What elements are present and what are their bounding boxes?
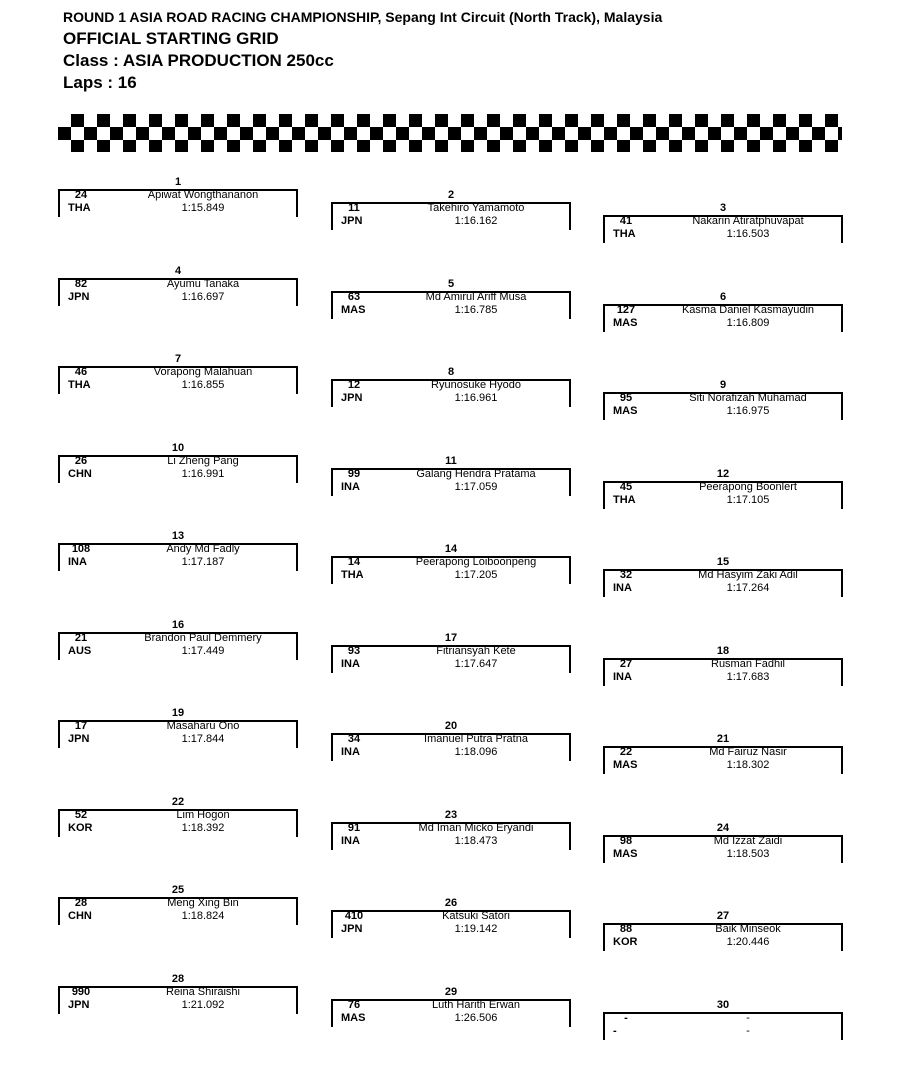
rider-name: Fitriansyah Kete [436,645,516,657]
rider-name: Peerapong Boonlert [699,481,797,493]
rider-nationality: JPN [68,733,90,745]
rider-nationality: THA [613,494,636,506]
rider-nationality: INA [341,481,360,493]
grid-slot-frame [58,809,298,837]
grid-slot-frame [331,999,571,1027]
rider-number: 990 [71,986,91,998]
rider-name: Reina Shiraishi [166,986,240,998]
rider-name: Apiwat Wongthananon [147,189,259,201]
rider-name: Md Izzat Zaidi [713,835,783,847]
rider-number: 82 [74,278,88,290]
rider-name: Andy Md Fadly [166,543,240,555]
grid-slot [331,189,571,240]
page-title: OFFICIAL STARTING GRID [63,29,279,48]
rider-number: 14 [347,556,361,568]
grid-position: 23 [444,809,458,821]
qualifying-time: 1:16.991 [181,468,225,480]
grid-slot-frame [331,733,571,761]
rider-nationality: KOR [68,822,93,834]
rider-nationality: THA [341,569,364,581]
grid-slot [58,265,298,316]
grid-slot-frame [603,481,843,509]
rider-name: Galang Hendra Pratama [416,468,536,480]
rider-number: 26 [74,455,88,467]
grid-slot [58,353,298,404]
grid-slot [58,796,298,847]
rider-nationality: CHN [68,468,92,480]
rider-number: 91 [347,822,361,834]
rider-name: Ayumu Tanaka [166,278,240,290]
grid-slot [603,733,843,784]
grid-position: 24 [716,822,730,834]
grid-position: 30 [716,999,730,1011]
rider-name: Takehiro Yamamoto [427,202,525,214]
grid-slot [58,973,298,1024]
rider-nationality: JPN [341,392,363,404]
qualifying-time: 1:17.844 [181,733,225,745]
rider-name: - [746,1012,750,1024]
rider-name: Vorapong Malahuan [153,366,253,378]
rider-number: 52 [74,809,88,821]
rider-nationality: THA [68,202,91,214]
rider-name: Md Amirul Ariff Musa [425,291,527,303]
grid-position: 6 [719,291,727,303]
grid-position: 14 [444,543,458,555]
grid-slot [58,530,298,581]
rider-name: Meng Xing Bin [167,897,239,909]
grid-slot [603,822,843,873]
grid-position: 12 [716,468,730,480]
rider-name: Lim Hogon [176,809,230,821]
qualifying-time: 1:16.809 [726,317,770,329]
grid-position: 11 [445,455,457,467]
rider-nationality: THA [613,228,636,240]
grid-position: 4 [174,265,182,277]
qualifying-time: 1:16.975 [726,405,770,417]
rider-nationality: MAS [613,759,638,771]
rider-name: Peerapong Loiboonpeng [415,556,537,568]
grid-slot-frame [58,632,298,660]
grid-slot-frame [331,556,571,584]
rider-number: 12 [347,379,361,391]
class-label: Class : ASIA PRODUCTION 250cc [63,51,334,70]
rider-number: 63 [347,291,361,303]
qualifying-time: 1:17.205 [454,569,498,581]
grid-slot-frame [58,189,298,217]
grid-slot-frame [331,822,571,850]
grid-position: 16 [171,619,185,631]
rider-nationality: INA [68,556,87,568]
grid-slot [58,884,298,935]
grid-slot [331,809,571,860]
grid-slot [603,202,843,253]
rider-number: 28 [74,897,88,909]
qualifying-time: 1:17.105 [726,494,770,506]
grid-position: 1 [174,176,182,188]
qualifying-time: 1:18.824 [181,910,225,922]
grid-slot-frame [58,366,298,394]
rider-number: 32 [619,569,633,581]
qualifying-time: 1:18.302 [726,759,770,771]
rider-name: Md Hasyim Zaki Adil [698,569,798,581]
rider-nationality: THA [68,379,91,391]
grid-position: 19 [171,707,185,719]
grid-slot-frame [58,720,298,748]
rider-number: 88 [619,923,633,935]
rider-nationality: CHN [68,910,92,922]
rider-nationality: INA [613,582,632,594]
grid-position: 9 [719,379,727,391]
grid-position: 17 [444,632,458,644]
grid-position: 28 [171,973,185,985]
rider-number: 108 [71,543,91,555]
qualifying-time: 1:17.059 [454,481,498,493]
rider-name: Siti Norafizah Muhamad [689,392,807,404]
grid-position: 15 [716,556,730,568]
rider-name: Nakarin Atiratphuvapat [692,215,804,227]
grid-position: 3 [719,202,727,214]
qualifying-time: 1:17.187 [181,556,225,568]
grid-slot-frame [603,569,843,597]
rider-number: 127 [616,304,636,316]
qualifying-time: 1:20.446 [726,936,770,948]
rider-name: Imanuel Putra Pratna [424,733,528,745]
grid-slot [331,720,571,771]
grid-slot [58,707,298,758]
rider-nationality: JPN [68,999,90,1011]
grid-slot-frame [603,215,843,243]
qualifying-time: 1:17.449 [181,645,225,657]
grid-slot [603,910,843,961]
grid-position: 20 [444,720,458,732]
grid-slot-frame [603,835,843,863]
grid-slot-frame [331,910,571,938]
rider-name: Md Fairuz Nasir [709,746,787,758]
qualifying-time: 1:26.506 [454,1012,498,1024]
rider-number: - [624,1012,628,1024]
rider-nationality: MAS [613,405,638,417]
grid-slot [331,632,571,683]
rider-number: 99 [347,468,361,480]
rider-number: 45 [619,481,633,493]
grid-position: 26 [444,897,458,909]
rider-number: 24 [74,189,88,201]
checkered-flag-banner [58,114,842,152]
grid-slot [58,619,298,670]
grid-slot-frame [58,278,298,306]
grid-slot [603,291,843,342]
grid-slot-frame [603,304,843,332]
grid-slot-frame [603,1012,843,1040]
grid-slot [331,278,571,329]
grid-slot [603,379,843,430]
rider-nationality: JPN [68,291,90,303]
grid-slot-frame [603,923,843,951]
rider-name: Katsuki Satori [442,910,510,922]
grid-slot-frame [331,468,571,496]
grid-slot [331,986,571,1037]
rider-number: 41 [619,215,633,227]
grid-position: 2 [447,189,455,201]
grid-position: 21 [716,733,730,745]
grid-position: 22 [171,796,185,808]
qualifying-time: 1:19.142 [454,923,498,935]
qualifying-time: 1:18.392 [181,822,225,834]
grid-slot-frame [58,986,298,1014]
grid-position: 7 [174,353,182,365]
qualifying-time: 1:16.503 [726,228,770,240]
rider-name: Rusman Fadhil [711,658,785,670]
grid-slot [603,999,843,1050]
rider-nationality: INA [341,746,360,758]
rider-nationality: MAS [613,317,638,329]
rider-number: 21 [74,632,88,644]
rider-number: 34 [347,733,361,745]
rider-nationality: INA [341,658,360,670]
qualifying-time: 1:18.473 [454,835,498,847]
rider-number: 17 [74,720,88,732]
grid-position: 13 [171,530,185,542]
grid-position: 10 [171,442,185,454]
qualifying-time: 1:17.683 [726,671,770,683]
grid-slot [603,556,843,607]
grid-slot-frame [331,379,571,407]
qualifying-time: 1:17.647 [454,658,498,670]
rider-number: 410 [344,910,364,922]
grid-slot-frame [603,392,843,420]
grid-slot [58,442,298,493]
qualifying-time: 1:16.961 [454,392,498,404]
grid-slot [331,455,571,506]
rider-name: Brandon Paul Demmery [144,632,262,644]
rider-nationality: JPN [341,923,363,935]
qualifying-time: 1:15.849 [181,202,225,214]
rider-number: 27 [619,658,633,670]
rider-name: Li Zheng Pang [167,455,239,467]
grid-position: 5 [447,278,455,290]
grid-position: 29 [444,986,458,998]
grid-position: 27 [716,910,730,922]
rider-nationality: INA [341,835,360,847]
grid-slot-frame [58,897,298,925]
grid-slot [603,645,843,696]
grid-position: 18 [716,645,730,657]
rider-nationality: MAS [613,848,638,860]
grid-slot-frame [58,455,298,483]
qualifying-time: - [746,1025,750,1037]
rider-nationality: KOR [613,936,638,948]
grid-slot [331,897,571,948]
grid-slot-frame [58,543,298,571]
grid-slot [58,176,298,227]
grid-position: 8 [447,366,455,378]
qualifying-time: 1:16.162 [454,215,498,227]
rider-number: 95 [619,392,633,404]
rider-number: 98 [619,835,633,847]
rider-nationality: JPN [341,215,363,227]
rider-number: 46 [74,366,88,378]
grid-position: 25 [171,884,185,896]
rider-number: 76 [347,999,361,1011]
rider-name: Ryunosuke Hyodo [431,379,521,391]
rider-name: Kasma Daniel Kasmayudin [681,304,815,316]
rider-nationality: MAS [341,1012,366,1024]
grid-slot [331,543,571,594]
rider-nationality: MAS [341,304,366,316]
qualifying-time: 1:18.096 [454,746,498,758]
rider-nationality: AUS [68,645,92,657]
qualifying-time: 1:21.092 [181,999,225,1011]
grid-slot-frame [331,291,571,319]
qualifying-time: 1:17.264 [726,582,770,594]
rider-nationality: INA [613,671,632,683]
rider-name: Masaharu Ono [166,720,240,732]
qualifying-time: 1:16.785 [454,304,498,316]
grid-slot-frame [603,746,843,774]
event-title: ROUND 1 ASIA ROAD RACING CHAMPIONSHIP, Sepang Int Circuit (North Track), Malaysia [63,9,663,25]
rider-name: Luth Harith Erwan [431,999,521,1011]
grid-slot [331,366,571,417]
grid-slot-frame [603,658,843,686]
rider-nationality: - [613,1025,617,1037]
qualifying-time: 1:16.855 [181,379,225,391]
grid-slot [603,468,843,519]
rider-name: Md Iman Micko Eryandi [418,822,534,834]
rider-number: 93 [347,645,361,657]
qualifying-time: 1:16.697 [181,291,225,303]
rider-name: Baik Minseok [715,923,781,935]
laps-label: Laps : 16 [63,73,137,92]
qualifying-time: 1:18.503 [726,848,770,860]
grid-slot-frame [331,202,571,230]
rider-number: 11 [348,202,360,214]
rider-number: 22 [619,746,633,758]
grid-slot-frame [331,645,571,673]
